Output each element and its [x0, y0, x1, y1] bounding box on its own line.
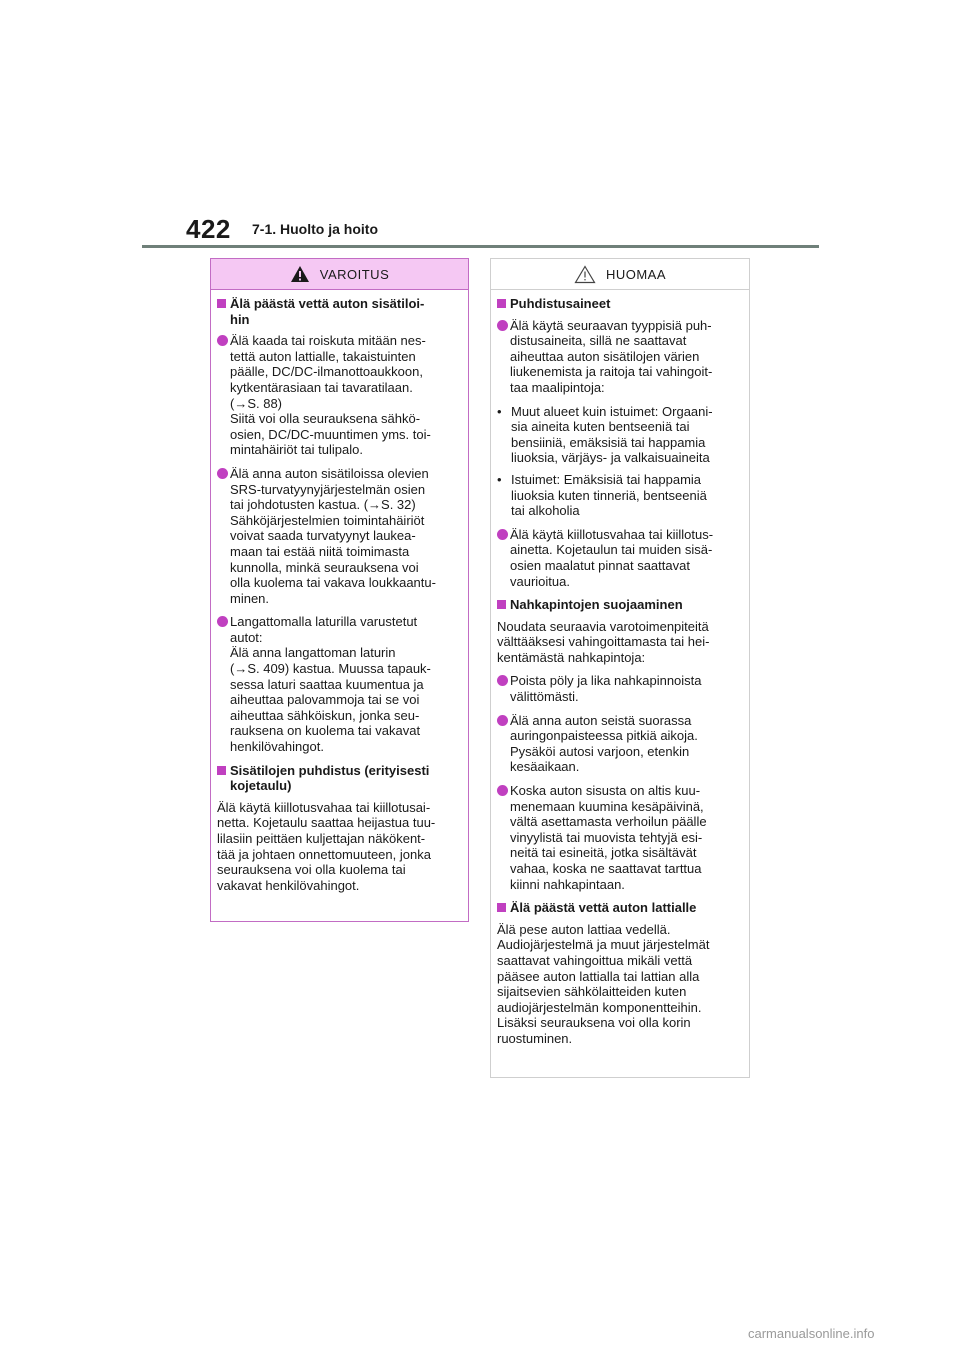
warning-box-body: [211, 290, 468, 893]
round-bullet-icon: [217, 616, 228, 627]
square-bullet-icon: [217, 766, 226, 775]
paragraph: Älä pese auton lattiaa vedellä. Audiojärjestelmä ja muut järjestelmät saattavat vahingoittua mikäli vettä pääsee auton lattialla tai lattian alla sijaitsevien sähkölaitteiden kuten audiojärjestelmän komponentteihin. Lisäksi seurauksena voi olla korin ruostuminen.: [497, 921, 710, 1046]
dash-bullet-icon: •: [497, 403, 502, 419]
notice-box-header: [491, 259, 749, 290]
list-item: Älä käytä seuraavan tyyppisiä puh- distusaineita, sillä ne saattavat aiheuttaa auton sisätilojen värien liukenemista ja raitoja tai vahingoit- taa maalipintoja:: [497, 318, 743, 396]
square-bullet-icon: [497, 903, 506, 912]
round-bullet-icon: [217, 468, 228, 479]
square-bullet-icon: [217, 299, 226, 308]
dash-bullet-icon: •: [497, 471, 502, 487]
round-bullet-icon: [497, 785, 508, 796]
warning-box-header: [211, 259, 468, 290]
watermark-text: carmanualsonline.info: [748, 1326, 875, 1341]
section-title: 7-1. Huolto ja hoito: [252, 221, 378, 237]
caution-triangle-icon: [574, 265, 596, 284]
list-item: Langattomalla laturilla varustetut autot: Älä anna langattoman laturin (→S. 409) kastua. Muussa tapauk- sessa laturi saattaa kuumentua ja aiheuttaa palovammoja tai se voi aiheuttaa sähköiskun, jonka seu- rauksena on kuolema tai vakavat henkilövahingot.: [217, 614, 462, 754]
section-heading: Puhdistusaineet: [497, 296, 743, 312]
paragraph: Noudata seuraavia varotoimenpiteitä välttääksesi vahingoittamasta tai hei- kentämästä nahkapintoja:: [497, 618, 710, 665]
section-heading: Älä päästä vettä auton lattialle: [497, 900, 743, 916]
warning-box: [210, 258, 469, 922]
page-reference-link[interactable]: (→S. 409) kastua. Muussa tapauk-: [230, 661, 431, 677]
dash-list-item: • Muut alueet kuin istuimet: Orgaani- sia aineita kuten bentseeniä tai bensiiniä, emäksisiä tai happamia liuoksia, värjäys- ja valkaisuaineita: [497, 403, 713, 466]
section-heading: Sisätilojen puhdistus (erityisesti kojetaulu): [217, 763, 462, 794]
list-item: Älä kaada tai roiskuta mitään nes- tettä auton lattialle, takaistuinten päälle, DC/DC-ilmanottoaukkoon, kytkentärasiaan tai tavaratilaan. (→S. 88) Siitä voi olla seurauksena sähkö- osien, DC/DC-muuntimen yms. toi- mintahäiriöt tai tulipalo.: [217, 333, 462, 458]
list-item: Älä anna auton seistä suorassa auringonpaisteessa pitkiä aikoja. Pysäköi autosi varjoon, etenkin kesäaikaan.: [497, 713, 743, 775]
dash-list-item: • Istuimet: Emäksisiä tai happamia liuoksia kuten tinneriä, bentseeniä tai alkoholia: [497, 471, 707, 519]
list-item: Älä anna auton sisätiloissa olevien SRS-turvatyynyjärjestelmän osien tai johdotusten kastua. (→S. 32) Sähköjärjestelmien toimintahäiriöt voivat saada turvatyynyt laukea- maan tai estää niitä toimimasta kunnolla, minkä seurauksena voi olla kuolema tai vakava loukkaantu- minen.: [217, 466, 462, 606]
section-heading: Älä päästä vettä auton sisätiloi- hin: [217, 296, 462, 327]
round-bullet-icon: [217, 335, 228, 346]
notice-box-body: [491, 290, 749, 1047]
notice-box: [490, 258, 750, 1078]
round-bullet-icon: [497, 715, 508, 726]
round-bullet-icon: [497, 675, 508, 686]
warning-triangle-icon: [290, 265, 310, 283]
square-bullet-icon: [497, 600, 506, 609]
page-number: 422: [186, 214, 231, 244]
section-heading: Nahkapintojen suojaaminen: [497, 597, 743, 613]
square-bullet-icon: [497, 299, 506, 308]
list-item: Poista pöly ja lika nahkapinnoista välittömästi.: [497, 673, 743, 704]
list-item: Älä käytä kiillotusvahaa tai kiillotus- ainetta. Kojetaulun tai muiden sisä- osien maalatut pinnat saattavat vaurioitua.: [497, 527, 743, 589]
round-bullet-icon: [497, 320, 508, 331]
notice-box-title: HUOMAA: [605, 266, 667, 282]
page-reference-link[interactable]: (→S. 88): [230, 395, 283, 411]
list-item: Koska auton sisusta on altis kuu- menemaan kuumina kesäpäivinä, vältä asettamasta verhoilun päälle vinyylistä tai muovista tehtyjä esi- neitä tai esineitä, jotka sisältävät vahaa, koska ne saattavat tarttua kiinni nahkapintaan.: [497, 783, 743, 892]
warning-box-title: VAROITUS: [319, 266, 390, 282]
round-bullet-icon: [497, 529, 508, 540]
header-rule: [142, 245, 819, 248]
paragraph: Älä käytä kiillotusvahaa tai kiillotusai- netta. Kojetaulu saattaa heijastua tuu- lilasiin peittäen kuljettajan näkökent- tää ja johtaen onnettomuuteen, jonka seurauksena voi olla kuolema tai vakavat henkilövahingot.: [217, 799, 436, 893]
